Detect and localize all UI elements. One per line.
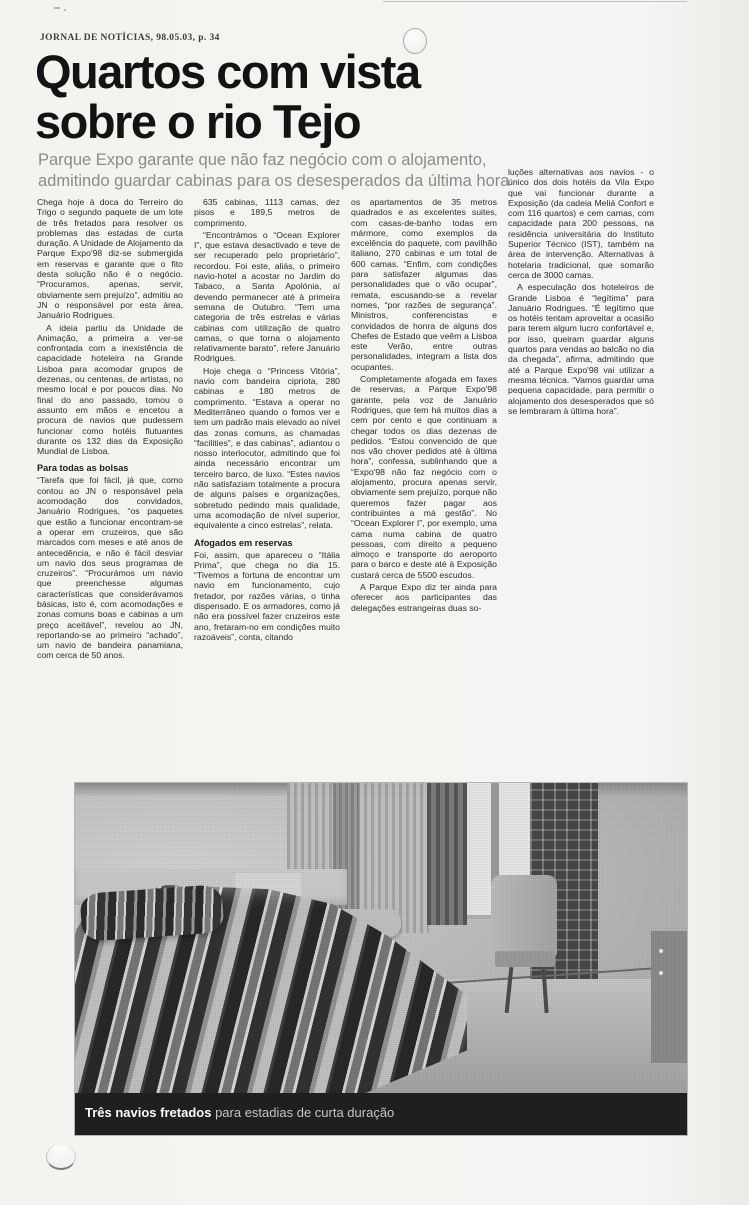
photo-dresser-knob (659, 949, 663, 953)
article-paragraph: Completamente afogada em faxes de reservas, a Parque Expo'98 garante, pela voz de Januário Rodrigues, que tem há muitos dias a cem por cento e que continuam a chegar todos os dias dezenas de pedidos. “Estou convencido de que nos vão chover pedidos até à última hora”, confessa, sublinhando que a “Expo'98 não faz negócio com o alojamento, procura apenas servir, obviamente sem prejuízo, porque não queremos fazer pagar aos contribuintes a má gestão”. No “Ocean Explorer I”, por exemplo, uma cama numa cabina de quatro pessoas, com direito a pequeno almoço e transporte do aeroporto para o barco e deste até à Exposição custará cerca de 5500 escudos. (351, 374, 497, 580)
scan-speck (54, 7, 60, 9)
article-paragraph: Foi, assim, que apareceu o “Itália Prima”, que chega no dia 15. “Tivemos a fortuna de encontrar um navio em funcionamento, cujo fretador, por razões várias, o tinha dispensado. E os armadores, como já não era possível fazer cruzeiros este ano, fretaram-no em condições muito razoáveis”, conta, citando (194, 549, 340, 642)
headline-line-2: sobre o rio Tejo (35, 95, 361, 148)
article-paragraph: “Tarefa que foi fácil, já que, como contou ao JN o responsável pela acomodação dos convidados, Januário Rodrigues, “os paquetes que estão a funcionar encontram-se a operar em cruzeiros, que são marcados com meses e até anos de antecedência, e não é fácil desviar um navio dos seus programas de cruzeiros”. “Procurámos um navio que preenchesse algumas características que considerávamos básicas, isto é, com acomodações e zonas comuns boas e cabinas a um preço aceitável”, revelou ao JN, reportando-se ao primeiro “achado”, um navio de bandeira panamiana, com cerca de 50 anos. (37, 475, 183, 661)
article-paragraph: os apartamentos de 35 metros quadrados e as excelentes suites, com casas-de-banho todas em mármore, como exemplos da excelência do paquete, com pavilhão italiano, 270 cabinas e um total de 600 camas. “Enfim, com condições para satisfazer algumas das personalidades que o vão ocupar”, remata, escusando-se a revelar nomes, “por razões de segurança”. Ministros, conferencistas e convidados de honra de alguns dos Chefes de Estado que veêm a Lisboa este Verão, entre outras personalidades, integram a lista dos ocupantes. (351, 197, 497, 372)
photo-chair-back (491, 875, 557, 957)
article-paragraph: Chega hoje à doca do Terreiro do Trigo o segundo paquete de um lote de três fretados para resolver os problemas das estadas de curta duração. A Unidade de Alojamento da Parque Expo'98 diz-se submergida em reservas e garante que o fito desta solução não é o negócio. “Procuramos, apenas, servir, obviamente sem prejuízo”, admitiu ao JN o responsável por esta área, Januário Rodrigues. (37, 197, 183, 321)
article-subhead: Afogados em reservas (194, 537, 293, 548)
headline (35, 47, 635, 147)
photo-caption-bold: Três navios fretados (85, 1105, 212, 1120)
hotel-room-photo (75, 783, 687, 1135)
headline-line-1: Quartos com vista (35, 45, 420, 98)
article-column-1 (37, 197, 183, 772)
article-column-2 (194, 197, 340, 772)
scan-speck (64, 9, 66, 11)
article-paragraph: 635 cabinas, 1113 camas, dez pisos e 189,5 metros de comprimento. (194, 197, 340, 228)
article-column-3 (351, 197, 497, 772)
article-subhead: Para todas as bolsas (37, 463, 129, 474)
scan-edge-line (383, 1, 687, 2)
article-paragraph: A Parque Expo diz ter ainda para oferecer aos participantes das delegações estrangeiras duas so- (351, 581, 497, 613)
article-paragraph: luções alternativas aos navios - o único dos dois hotéis da Vila Expo que vai funcionar durante a Exposição (da cadeia Meliá Confort e com 116 quartos) e cem camas, com capacidade para 200 pessoas, na residência universitária do Instituto Superior Técnico (IST), também na área de intervenção. Alternativas à hotelaria tradicional, que somarão cerca de 3000 camas. (508, 167, 654, 280)
article-paragraph: A ideia partiu da Unidade de Animação, a primeira a ver-se confrontada com a inexistência de capacidade hoteleira na Grande Lisboa para acomodar grupos de dezenas, ou centenas, de artistas, no mesmo local e por poucos dias. No final do ano passado, tomou o assunto em mãos e encetou a procura de navios que pudessem funcionar como hotéis flutuantes durante os 132 dias da Exposição Mundial de Lisboa. (37, 322, 183, 457)
photo-caption-rest: para estadias de curta duração (211, 1105, 395, 1120)
article-paragraph: A especulação dos hoteleiros de Grande Lisboa é “legítima” para Januário Rodrigues. “É legítimo que os hotéis tentam aproveitar a ocasião para terem algum lucro confortável e, por isso, queiram guardar alguns quartos para vendas ao balcão no dia da chegada”, afirma, admitindo que até a Parque Expo'98 vai utilizar a mesma técnica. “Vamos guardar uma pequena capacidade, para permitir o alojamento dos desesperados que só se lembraram à última hora”. (508, 282, 654, 416)
photo-caption (75, 1093, 687, 1135)
photo-dark-curtain (427, 783, 467, 925)
photo-dresser-knob (659, 971, 663, 975)
article-paragraph: “Encontrámos o “Ocean Explorer I”, que estava desactivado e teve de ser recuperado pelo proprietário”, recordou. Foi este, aliás, o primeiro navio-hotel a acostar no Jardim do Tabaco, a Santa Apolónia, aí devendo permanecer até à primeira semana de Outubro. “Tem uma categoria de três estrelas e várias cabinas com utilização de quatro camas, o que torna o alojamento relativamente barato”, refere Januário Rodrigues. (194, 229, 340, 364)
deck: Parque Expo garante que não faz negócio com o alojamento, admitindo guardar cabinas para os desesperados da última hora (38, 151, 510, 190)
photo-pillow (79, 884, 224, 942)
photo-chair-seat (495, 951, 555, 967)
article-column-4 (508, 167, 654, 742)
article-paragraph: Hoje chega o “Princess Vitória”, navio com bandeira cipriota, 280 cabinas e 180 metros de comprimento. “Estava a operar no Mediterrâneo quando o fomos ver e tem um padrão mais elevado ao nível das zonas comuns, as chamadas “facilities”, e das cabinas”, adiantou o nosso interlocutor, admitindo que foi ainda necessário encontrar um terceiro barco, de luxo. “Estes navios não satisfaziam totalmente a procura de alguns países e organizações, sobretudo pedindo mais qualidade, uma acomodação de nível superior, equivalente a cinco estrelas”, relata. (194, 365, 340, 531)
photo-dresser (651, 931, 687, 1063)
punch-hole-bottom (46, 1144, 76, 1170)
masthead: JORNAL DE NOTÍCIAS, 98.05.03, p. 34 (40, 33, 220, 43)
